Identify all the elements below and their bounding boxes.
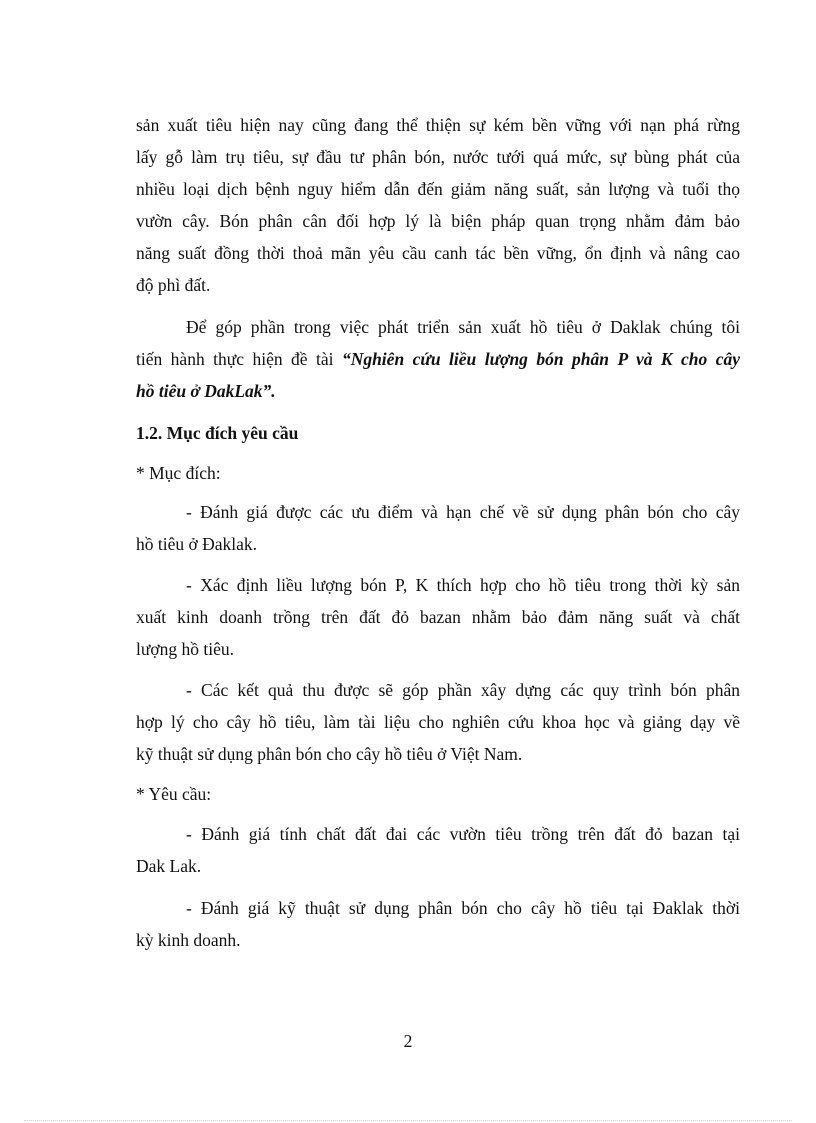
list-item: - Đánh giá kỹ thuật sử dụng phân bón cho cây hồ tiêu tại Đaklak thời: [186, 898, 740, 918]
list-item: hồ tiêu ở Đaklak.: [136, 534, 258, 554]
list-item: - Đánh giá tính chất đất đai các vườn tiêu trồng trên đất đỏ bazan tại: [186, 824, 740, 844]
list-item: kỹ thuật sử dụng phân bón cho cây hồ tiêu ở Việt Nam.: [136, 744, 523, 764]
list-item: - Xác định liều lượng bón P, K thích hợp cho hồ tiêu trong thời kỳ sản: [186, 575, 740, 595]
paragraph-line: nhiều loại dịch bệnh nguy hiểm dẫn đến giảm năng suất, sản lượng và tuổi thọ: [136, 179, 740, 199]
purpose-label: * Mục đích:: [136, 463, 221, 483]
paragraph-text: tiến hành thực hiện đề tài: [136, 349, 342, 369]
list-item: xuất kinh doanh trồng trên đất đỏ bazan nhằm bảo đảm năng suất và chất: [136, 607, 740, 627]
list-item: hợp lý cho cây hồ tiêu, làm tài liệu cho nghiên cứu khoa học và giảng dạy về: [136, 712, 740, 732]
paragraph-line: sản xuất tiêu hiện nay cũng đang thể thiện sự kém bền vững với nạn phá rừng: [136, 115, 740, 135]
list-item: lượng hồ tiêu.: [136, 639, 234, 659]
list-item: - Đánh giá được các ưu điểm và hạn chế về sử dụng phân bón cho cây: [186, 502, 740, 522]
list-item: kỳ kinh doanh.: [136, 930, 241, 950]
paragraph-line: độ phì đất.: [136, 275, 211, 295]
page-bottom-divider: [24, 1120, 792, 1121]
thesis-title-continued: hồ tiêu ở DakLak”.: [136, 381, 276, 401]
paragraph-line: lấy gỗ làm trụ tiêu, sự đầu tư phân bón, nước tưới quá mức, sự bùng phát của: [136, 147, 740, 167]
paragraph-line: vườn cây. Bón phân cân đối hợp lý là biện pháp quan trọng nhằm đảm bảo: [136, 211, 740, 231]
thesis-title: “Nghiên cứu liều lượng bón phân P và K cho cây: [341, 349, 741, 369]
requirements-label: * Yêu cầu:: [136, 784, 212, 804]
paragraph-line: [136, 347, 740, 371]
paragraph-line: năng suất đồng thời thoả mãn yêu cầu canh tác bền vững, ổn định và nâng cao: [136, 243, 740, 263]
page-number: 2: [403, 1031, 413, 1051]
list-item: Dak Lak.: [136, 856, 202, 876]
paragraph-line: Để góp phần trong việc phát triển sản xuất hồ tiêu ở Daklak chúng tôi: [186, 317, 740, 337]
section-heading: 1.2. Mục đích yêu cầu: [136, 423, 299, 443]
list-item: - Các kết quả thu được sẽ góp phần xây dựng các quy trình bón phân: [186, 680, 740, 700]
